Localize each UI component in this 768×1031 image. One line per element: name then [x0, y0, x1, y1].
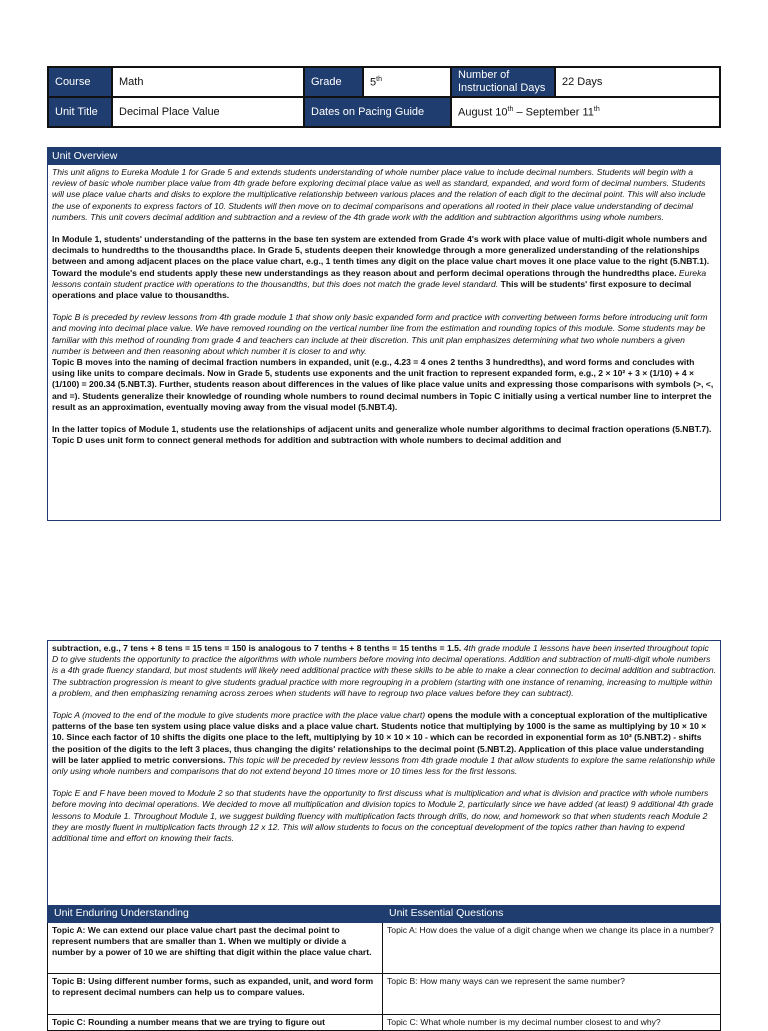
overview-paragraph-3a: Topic B is preceded by review lessons from 4th grade module 1 that show only basic expanded form and practice with converting between forms before introducing unit form and moving into decimal place value. We have removed rounding on the vertical number line from the estimation and rounding topics of this module. Some students may be familiar with this method of rounding from grade 4 and teachers can include at their discretion. This unit plan emphasizes determining what two whole numbers a given number is between and then reasoning about which number it is closer to and why.: [52, 312, 708, 356]
unit-overview-section: [47, 147, 721, 521]
question-cell: Topic A: How does the value of a digit change when we change its place in a number?: [383, 923, 721, 974]
understanding-cell: Topic C: Rounding a number means that we are trying to figure out: [48, 1015, 383, 1031]
course-value: Math: [112, 67, 304, 97]
continued-paragraph-1: subtraction, e.g., 7 tens + 8 tens = 15 tens = 150 is analogous to 7 tenths + 8 tenths = 15 tenths = 1.5. 4th grade module 1 lessons have been inserted throughout topic D to give students the opportunity to practice the algorithms with whole numbers before moving into decimal operations. Addition and subtraction of multi-digit whole numbers is a 4th grade fluency standard, but most students will likely need additional practice with these skills to be able to make a clear connection to decimal addition and subtraction. The subtraction progression is meant to give students gradual practice with more regrouping in a problem (starting with one instance of renaming, increasing to multiple within a problem, and then emphasizing renaming across zeroes when students will have to regroup two place values before they can subtract).: [52, 643, 717, 698]
unit-overview-title: Unit Overview: [48, 148, 720, 165]
course-label: Course: [48, 67, 112, 97]
overview-paragraph-2: In Module 1, students' understanding of the patterns in the base ten system are extended from Grade 4's work with place value of multi-digit whole numbers and decimals to hundredths to the thousandths place. In Grade 5, students deepen their knowledge through a more generalized understanding of the relationships between and among adjacent places on the place value chart, e.g., 1 tenth times any digit on the place value chart moves it one place value to the right (5.NBT.1). Toward the module's end students apply these new understandings as they reason about and perform decimal operations through the hundredths place. Eureka lessons contain student practice with operations to the thousandths, but this does not match the grade level standard. This will be students' first exposure to decimal operations and place value to thousandths.: [52, 234, 710, 301]
days-value: 22 Days: [555, 67, 720, 97]
overview-paragraph-3b: Topic B moves into the naming of decimal fraction numbers in expanded, unit (e.g., 4.23 = 4 ones 2 tenths 3 hundredths), and word forms and concludes with using like units to compare decimals. Now in Grade 5, students use exponents and the unit fraction to represent expanded form, e.g., 2 × 10² + 3 × (1/10) + 4 × (1/100) = 200.34 (5.NBT.3). Further, students reason about differences in the values of like place value units and expressing those comparisons with symbols (>, <, and =). Students generalize their knowledge of rounding whole numbers to round decimal numbers in Topic C initially using a vertical number line to interpret the result as an approximation, eventually moving away from the visual model (5.NBT.4).: [52, 357, 714, 412]
grade-value: 5th: [363, 67, 451, 97]
table-row: [48, 923, 721, 974]
overview-paragraph-4: In the latter topics of Module 1, students use the relationships of adjacent units and generalize whole number algorithms to decimal fraction operations (5.NBT.7). Topic D uses unit form to connect general methods for addition and subtraction with whole numbers to decimal addition and: [52, 424, 712, 446]
enduring-understanding-header: Unit Enduring Understanding: [48, 906, 383, 923]
dates-label: Dates on Pacing Guide: [304, 97, 451, 127]
dates-value: August 10th – September 11th: [451, 97, 720, 127]
unit-header-table: [47, 66, 721, 128]
question-cell: Topic B: How many ways can we represent the same number?: [383, 974, 721, 1015]
understanding-cell: Topic A: We can extend our place value chart past the decimal point to represent numbers that are smaller than 1. When we multiply or divide a number by a power of 10 we are shifting that digit within the place value chart.: [48, 923, 383, 974]
days-label: Number of Instructional Days: [451, 67, 555, 97]
unit-title-value: Decimal Place Value: [112, 97, 304, 127]
understanding-questions-table: [47, 905, 721, 1031]
continued-paragraph-3: Topic E and F have been moved to Module 2 so that students have the opportunity to first discuss what is multiplication and what is division and practice with whole numbers before moving into decimal operations. We decided to move all multiplication and division topics to Module 2, particularly since we have added (at least) 9 additional 4th grade lessons to Module 1. Throughout Module 1, we suggest building fluency with multiplication facts through drills, do now, and homework so that when students reach Module 2 they are mostly fluent in multiplication facts through 12 x 12. This will allow students to focus on the conceptual development of the topics rather than having to expend additional time and effort on knowing their facts.: [52, 788, 714, 844]
table-row: [48, 974, 721, 1015]
table-row: [48, 1015, 721, 1031]
overview-paragraph-1: This unit aligns to Eureka Module 1 for Grade 5 and extends students understanding of whole number place value to include decimal numbers. Students will begin with a review of basic whole number place value from 4th grade before exploring decimal place value as well as standard, expanded, and word form of decimal numbers. Students will use place value charts and disks to explore the multiplicative relationship between various places and the relation of each digit to the decimal point. This will also include the use of exponents to express factors of 10. Students will then move on to decimal comparisons and operations all rooted in their place value understanding of decimal numbers. This unit covers decimal addition and subtraction and a review of the 4th grade work with the addition and subtraction algorithms using whole numbers.: [52, 167, 706, 222]
unit-title-label: Unit Title: [48, 97, 112, 127]
grade-label: Grade: [304, 67, 363, 97]
question-cell: Topic C: What whole number is my decimal number closest to and why?: [383, 1015, 721, 1031]
essential-questions-header: Unit Essential Questions: [383, 906, 721, 923]
continued-paragraph-2: Topic A (moved to the end of the module to give students more practice with the place value chart) opens the module with a conceptual exploration of the multiplicative patterns of the base ten system using place value disks and a place value chart. Students notice that multiplying by 1000 is the same as multiplying by 10 × 10 × 10. Since each factor of 10 shifts the digits one place to the left, multiplying by 10 × 10 × 10 - which can be recorded in exponential form as 10³ (5.NBT.2) - shifts the position of the digits to the left 3 places, thus changing the digits' relationships to the decimal point (5.NBT.2). Application of this place value understanding will be later applied to metric conversions. This topic will be preceded by review lessons from 4th grade module 1 that allow students to explore the same relationship while only using whole numbers and comparisons that do not extend beyond 10 times more or 10 times less for the first lessons.: [52, 710, 715, 777]
understanding-cell: Topic B: Using different number forms, such as expanded, unit, and word form to represent decimal numbers can help us to compare values.: [48, 974, 383, 1015]
unit-overview-continued: [47, 640, 721, 906]
